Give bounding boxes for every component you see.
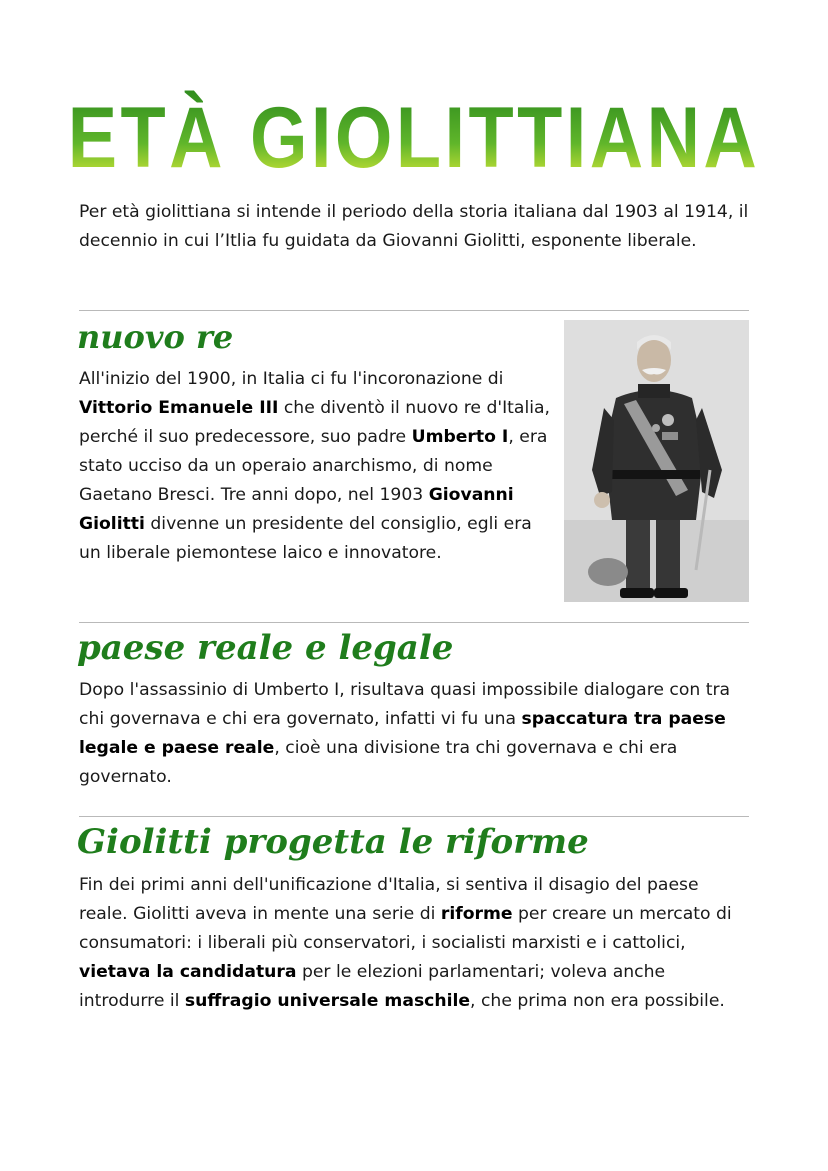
section-heading-nuovo-re: nuovo re: [77, 318, 234, 356]
divider: [79, 310, 749, 311]
intro-paragraph: Per età giolittiana si intende il periodo della storia italiana dal 1903 al 1914, il decennio in cui l’Itlia fu guidata da Giovanni Giolitti, esponente liberale.: [79, 202, 749, 251]
bold-term: Giovanni Giolitti: [79, 485, 514, 534]
bold-term: Vittorio Emanuele III: [79, 398, 279, 418]
bold-term: suffragio universale maschile: [184, 991, 471, 1011]
bold-term: riforme: [440, 904, 513, 924]
portrait-photo-vittorio-emanuele: [564, 320, 749, 602]
section-paragraph-paese-reale: Dopo l'assassinio di Umberto I, risultava quasi impossibile dialogare con tra chi governava e chi era governato, infatti vi fu una spaccatura tra paese legale e paese reale, cioè una divisione tra chi governava e chi era governato.: [79, 680, 731, 787]
divider: [79, 622, 749, 623]
bold-term: vietava la candidatura: [79, 962, 297, 982]
section-heading-giolitti-riforme: Giolitti progetta le riforme: [77, 822, 589, 862]
bold-term: spaccatura tra paese legale e paese reale: [79, 709, 726, 758]
page-title: ETÀ GIOLITTIANA: [58, 88, 770, 188]
section-heading-paese-reale-e-legale: paese reale e legale: [77, 628, 454, 668]
divider: [79, 816, 749, 817]
bold-term: Umberto I: [411, 427, 509, 447]
section-paragraph-riforme: Fin dei primi anni dell'unificazione d'Italia, si sentiva il disagio del paese reale. Giolitti aveva in mente una serie di riforme per creare un mercato di consumatori: i liberali più conservatori, i socialisti marxisti e i cattolici, vietava la candidatura per le elezioni parlamentari; voleva anche introdurre il suffragio universale maschile, che prima non era possibile.: [79, 875, 732, 1011]
section-paragraph-nuovo-re: All'inizio del 1900, in Italia ci fu l'incoronazione di Vittorio Emanuele III che diventò il nuovo re d'Italia, perché il suo predecessore, suo padre Umberto I, era stato ucciso da un operaio anarchismo, di nome Gaetano Bresci. Tre anni dopo, nel 1903 Giovanni Giolitti divenne un presidente del consiglio, egli era un liberale piemontese laico e innovatore.: [79, 369, 550, 563]
